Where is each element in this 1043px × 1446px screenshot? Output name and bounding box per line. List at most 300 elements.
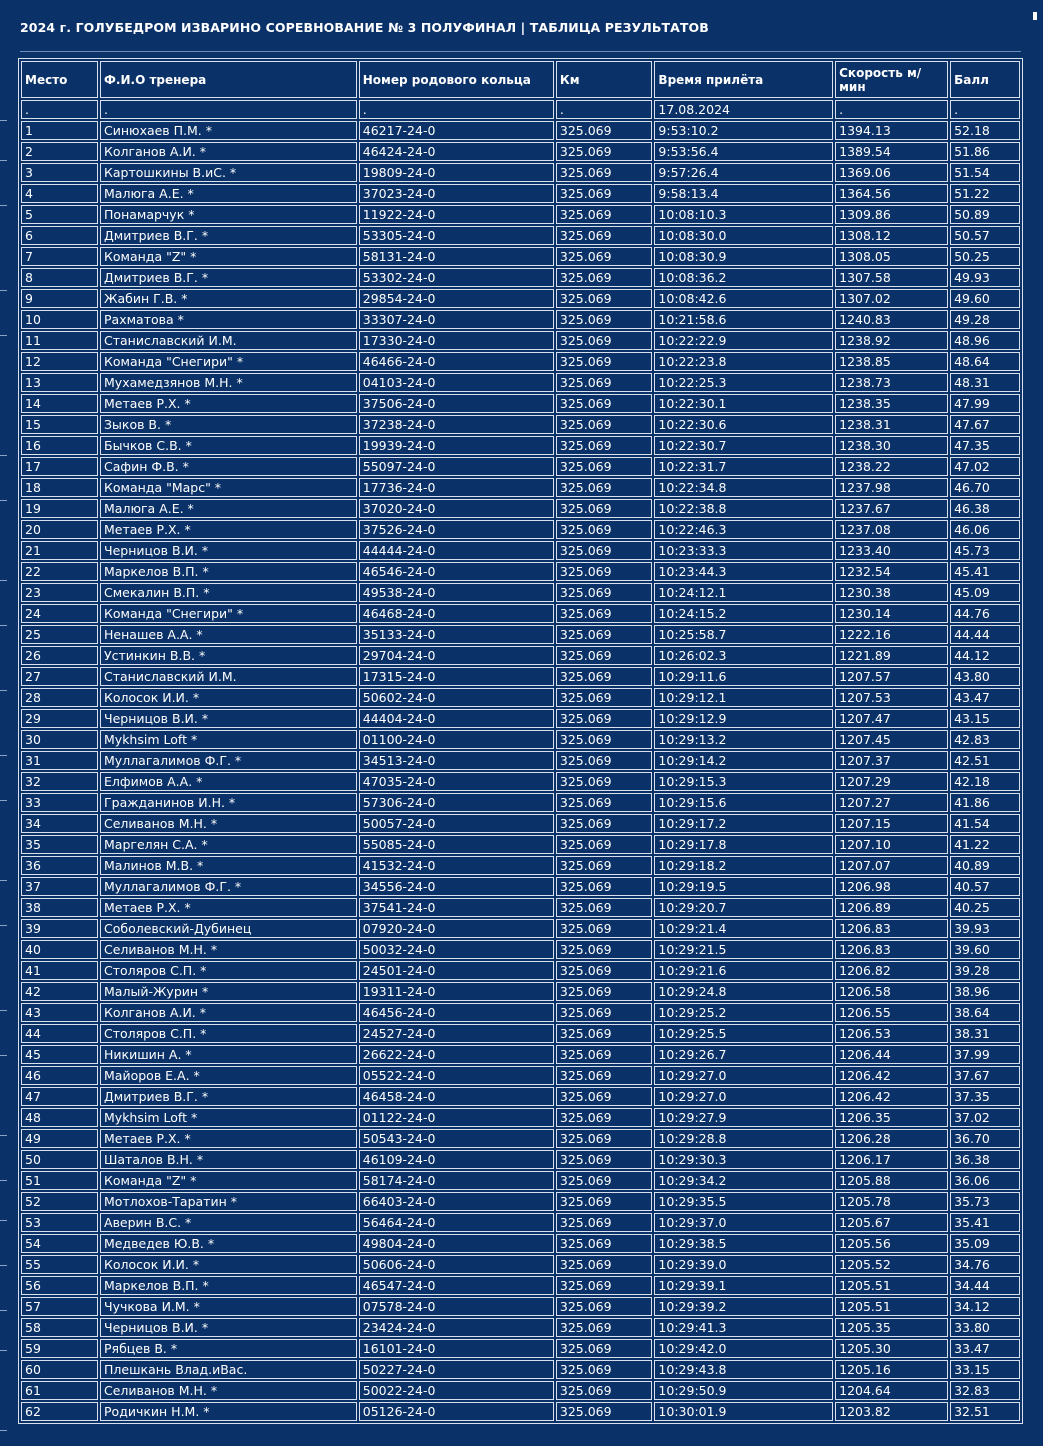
cell-ring: 01100-24-0 [359, 730, 554, 749]
table-row [21, 352, 1020, 371]
cell-ring: 16101-24-0 [359, 1339, 554, 1358]
cell-trainer: Станиславский И.М. [100, 331, 357, 350]
cell-time: 10:30:01.9 [654, 1402, 833, 1421]
cell-trainer: Команда "Снегири" * [100, 352, 357, 371]
cell-ring: 50227-24-0 [359, 1360, 554, 1379]
cell-time: 10:29:27.0 [654, 1066, 833, 1085]
cell-km: 325.069 [556, 898, 653, 917]
cell-trainer: Mykhsim Loft * [100, 730, 357, 749]
cell-place: 52 [21, 1192, 98, 1211]
table-row [21, 457, 1020, 476]
cell-score: 48.64 [950, 352, 1020, 371]
cell-ring: 23424-24-0 [359, 1318, 554, 1337]
cell-speed: 1222.16 [835, 625, 948, 644]
table-row [21, 373, 1020, 392]
cell-score: 32.51 [950, 1402, 1020, 1421]
cell-km: 325.069 [556, 1003, 653, 1022]
table-row [21, 730, 1020, 749]
cell-time: 9:53:56.4 [654, 142, 833, 161]
table-row [21, 1150, 1020, 1169]
scroll-indicator-icon [1033, 12, 1037, 20]
cell-place: 27 [21, 667, 98, 686]
results-table [18, 58, 1023, 1424]
cell-trainer: Маргелян С.А. * [100, 835, 357, 854]
table-row [21, 289, 1020, 308]
cell-place: 30 [21, 730, 98, 749]
cell-place: 44 [21, 1024, 98, 1043]
cell-ring: 26622-24-0 [359, 1045, 554, 1064]
cell-speed: 1394.13 [835, 121, 948, 140]
results-table-container [18, 58, 1023, 1424]
cell-ring: 49538-24-0 [359, 583, 554, 602]
left-edge-markers [0, 0, 7, 1446]
cell-time: 10:29:39.1 [654, 1276, 833, 1295]
cell-trainer: Аверин В.С. * [100, 1213, 357, 1232]
cell-score: 35.41 [950, 1213, 1020, 1232]
cell-trainer: Чучкова И.М. * [100, 1297, 357, 1316]
cell-score: 42.83 [950, 730, 1020, 749]
cell-place: 16 [21, 436, 98, 455]
cell-ring: 46466-24-0 [359, 352, 554, 371]
table-row [21, 1297, 1020, 1316]
cell-score: 42.18 [950, 772, 1020, 791]
cell-speed: 1238.30 [835, 436, 948, 455]
cell-speed: 1206.83 [835, 940, 948, 959]
header-speed: Скорость м/мин [835, 61, 948, 98]
cell-score: 34.44 [950, 1276, 1020, 1295]
cell-time: 10:29:21.5 [654, 940, 833, 959]
cell-km: 325.069 [556, 646, 653, 665]
cell-ring: 37020-24-0 [359, 499, 554, 518]
table-row [21, 184, 1020, 203]
cell-trainer: Рябцев В. * [100, 1339, 357, 1358]
cell-ring: 46456-24-0 [359, 1003, 554, 1022]
cell-trainer: Столяров С.П. * [100, 1024, 357, 1043]
cell-place: 20 [21, 520, 98, 539]
table-row [21, 1003, 1020, 1022]
cell-speed: 1232.54 [835, 562, 948, 581]
cell-score: 34.12 [950, 1297, 1020, 1316]
cell-ring: 55085-24-0 [359, 835, 554, 854]
table-row [21, 751, 1020, 770]
cell-score: 51.54 [950, 163, 1020, 182]
cell-trainer: Метаев Р.Х. * [100, 394, 357, 413]
cell-km: 325.069 [556, 1171, 653, 1190]
cell-ring: 66403-24-0 [359, 1192, 554, 1211]
cell-km: 325.069 [556, 877, 653, 896]
cell-time: 10:08:42.6 [654, 289, 833, 308]
cell-trainer: Команда "Z" * [100, 247, 357, 266]
table-row [21, 1255, 1020, 1274]
cell-ring: 11922-24-0 [359, 205, 554, 224]
cell-score: 46.38 [950, 499, 1020, 518]
table-row [21, 793, 1020, 812]
cell-trainer: Смекалин В.П. * [100, 583, 357, 602]
header-place: Место [21, 61, 98, 98]
cell-time: 10:29:50.9 [654, 1381, 833, 1400]
cell-trainer: Плешкань Влад.иВас. [100, 1360, 357, 1379]
cell-time: 10:08:10.3 [654, 205, 833, 224]
cell-speed: 1238.85 [835, 352, 948, 371]
table-row [21, 1066, 1020, 1085]
cell-ring: 44444-24-0 [359, 541, 554, 560]
cell-place: 1 [21, 121, 98, 140]
cell-trainer: Ненашев А.А. * [100, 625, 357, 644]
cell-trainer: Картошкины В.иС. * [100, 163, 357, 182]
cell-score: 41.86 [950, 793, 1020, 812]
cell-speed: 1205.67 [835, 1213, 948, 1232]
date-row-cell: . [950, 100, 1020, 119]
cell-time: 9:53:10.2 [654, 121, 833, 140]
cell-time: 10:29:13.2 [654, 730, 833, 749]
cell-place: 24 [21, 604, 98, 623]
cell-place: 3 [21, 163, 98, 182]
table-row [21, 877, 1020, 896]
cell-km: 325.069 [556, 1087, 653, 1106]
cell-km: 325.069 [556, 667, 653, 686]
cell-place: 47 [21, 1087, 98, 1106]
table-row [21, 205, 1020, 224]
cell-ring: 53302-24-0 [359, 268, 554, 287]
cell-km: 325.069 [556, 1339, 653, 1358]
cell-trainer: Малюга А.Е. * [100, 499, 357, 518]
cell-score: 33.47 [950, 1339, 1020, 1358]
cell-score: 48.96 [950, 331, 1020, 350]
cell-ring: 17736-24-0 [359, 478, 554, 497]
cell-place: 25 [21, 625, 98, 644]
cell-time: 10:29:35.5 [654, 1192, 833, 1211]
cell-ring: 29854-24-0 [359, 289, 554, 308]
cell-place: 57 [21, 1297, 98, 1316]
cell-time: 10:22:22.9 [654, 331, 833, 350]
cell-time: 10:23:33.3 [654, 541, 833, 560]
cell-km: 325.069 [556, 1213, 653, 1232]
cell-km: 325.069 [556, 310, 653, 329]
cell-speed: 1204.64 [835, 1381, 948, 1400]
cell-ring: 50606-24-0 [359, 1255, 554, 1274]
cell-place: 23 [21, 583, 98, 602]
cell-km: 325.069 [556, 373, 653, 392]
cell-speed: 1237.98 [835, 478, 948, 497]
cell-place: 14 [21, 394, 98, 413]
cell-km: 325.069 [556, 541, 653, 560]
cell-place: 4 [21, 184, 98, 203]
cell-trainer: Родичкин Н.М. * [100, 1402, 357, 1421]
date-row [21, 100, 1020, 119]
cell-place: 19 [21, 499, 98, 518]
table-row [21, 1171, 1020, 1190]
table-row [21, 142, 1020, 161]
cell-km: 325.069 [556, 1045, 653, 1064]
cell-score: 40.57 [950, 877, 1020, 896]
cell-ring: 44404-24-0 [359, 709, 554, 728]
cell-trainer: Станиславский И.М. [100, 667, 357, 686]
cell-time: 10:24:12.1 [654, 583, 833, 602]
table-row [21, 1129, 1020, 1148]
cell-score: 49.28 [950, 310, 1020, 329]
cell-km: 325.069 [556, 1255, 653, 1274]
cell-time: 10:26:02.3 [654, 646, 833, 665]
cell-trainer: Муллагалимов Ф.Г. * [100, 751, 357, 770]
table-row [21, 646, 1020, 665]
cell-place: 36 [21, 856, 98, 875]
cell-speed: 1307.58 [835, 268, 948, 287]
cell-km: 325.069 [556, 352, 653, 371]
table-row [21, 121, 1020, 140]
cell-ring: 47035-24-0 [359, 772, 554, 791]
cell-ring: 35133-24-0 [359, 625, 554, 644]
cell-place: 34 [21, 814, 98, 833]
table-row [21, 856, 1020, 875]
cell-ring: 46217-24-0 [359, 121, 554, 140]
cell-score: 51.86 [950, 142, 1020, 161]
cell-speed: 1206.83 [835, 919, 948, 938]
cell-score: 50.89 [950, 205, 1020, 224]
cell-km: 325.069 [556, 1402, 653, 1421]
cell-time: 10:29:17.2 [654, 814, 833, 833]
cell-time: 10:29:26.7 [654, 1045, 833, 1064]
cell-speed: 1206.35 [835, 1108, 948, 1127]
cell-km: 325.069 [556, 247, 653, 266]
table-row [21, 1381, 1020, 1400]
cell-score: 43.15 [950, 709, 1020, 728]
cell-ring: 17330-24-0 [359, 331, 554, 350]
cell-ring: 53305-24-0 [359, 226, 554, 245]
cell-speed: 1369.06 [835, 163, 948, 182]
cell-place: 35 [21, 835, 98, 854]
cell-km: 325.069 [556, 1150, 653, 1169]
cell-km: 325.069 [556, 1276, 653, 1295]
cell-place: 53 [21, 1213, 98, 1232]
date-row-cell: . [556, 100, 653, 119]
cell-trainer: Дмитриев В.Г. * [100, 268, 357, 287]
cell-time: 10:08:30.0 [654, 226, 833, 245]
cell-place: 21 [21, 541, 98, 560]
cell-place: 38 [21, 898, 98, 917]
cell-time: 10:22:34.8 [654, 478, 833, 497]
cell-trainer: Команда "Марс" * [100, 478, 357, 497]
cell-trainer: Черницов В.И. * [100, 541, 357, 560]
table-row [21, 247, 1020, 266]
cell-place: 33 [21, 793, 98, 812]
cell-time: 10:22:38.8 [654, 499, 833, 518]
cell-time: 10:23:44.3 [654, 562, 833, 581]
table-row [21, 961, 1020, 980]
cell-score: 39.60 [950, 940, 1020, 959]
cell-score: 52.18 [950, 121, 1020, 140]
cell-km: 325.069 [556, 772, 653, 791]
table-row [21, 1108, 1020, 1127]
cell-ring: 37541-24-0 [359, 898, 554, 917]
cell-time: 10:22:30.6 [654, 415, 833, 434]
cell-ring: 19311-24-0 [359, 982, 554, 1001]
cell-ring: 05522-24-0 [359, 1066, 554, 1085]
cell-speed: 1206.42 [835, 1066, 948, 1085]
cell-time: 10:29:11.6 [654, 667, 833, 686]
cell-ring: 46468-24-0 [359, 604, 554, 623]
table-row [21, 226, 1020, 245]
cell-ring: 57306-24-0 [359, 793, 554, 812]
cell-place: 7 [21, 247, 98, 266]
table-row [21, 436, 1020, 455]
cell-km: 325.069 [556, 814, 653, 833]
cell-place: 42 [21, 982, 98, 1001]
cell-ring: 50543-24-0 [359, 1129, 554, 1148]
cell-score: 36.06 [950, 1171, 1020, 1190]
cell-trainer: Колосок И.И. * [100, 688, 357, 707]
cell-speed: 1205.56 [835, 1234, 948, 1253]
cell-score: 51.22 [950, 184, 1020, 203]
cell-trainer: Устинкин В.В. * [100, 646, 357, 665]
cell-speed: 1308.12 [835, 226, 948, 245]
table-row [21, 1360, 1020, 1379]
cell-km: 325.069 [556, 835, 653, 854]
cell-speed: 1207.53 [835, 688, 948, 707]
cell-ring: 56464-24-0 [359, 1213, 554, 1232]
cell-ring: 58131-24-0 [359, 247, 554, 266]
cell-trainer: Колганов А.И. * [100, 1003, 357, 1022]
cell-score: 48.31 [950, 373, 1020, 392]
cell-score: 33.80 [950, 1318, 1020, 1337]
cell-trainer: Гражданинов И.Н. * [100, 793, 357, 812]
cell-time: 10:29:39.2 [654, 1297, 833, 1316]
cell-time: 10:29:19.5 [654, 877, 833, 896]
cell-time: 9:58:13.4 [654, 184, 833, 203]
cell-place: 39 [21, 919, 98, 938]
table-row [21, 268, 1020, 287]
cell-score: 40.25 [950, 898, 1020, 917]
cell-km: 325.069 [556, 982, 653, 1001]
cell-time: 10:29:14.2 [654, 751, 833, 770]
cell-place: 15 [21, 415, 98, 434]
cell-km: 325.069 [556, 478, 653, 497]
date-row-date: 17.08.2024 [654, 100, 833, 119]
cell-km: 325.069 [556, 520, 653, 539]
cell-time: 10:29:28.8 [654, 1129, 833, 1148]
cell-score: 43.47 [950, 688, 1020, 707]
cell-score: 46.06 [950, 520, 1020, 539]
cell-trainer: Селиванов М.Н. * [100, 940, 357, 959]
cell-ring: 41532-24-0 [359, 856, 554, 875]
table-row [21, 562, 1020, 581]
cell-speed: 1205.16 [835, 1360, 948, 1379]
cell-score: 37.67 [950, 1066, 1020, 1085]
cell-ring: 46109-24-0 [359, 1150, 554, 1169]
cell-ring: 07578-24-0 [359, 1297, 554, 1316]
cell-ring: 55097-24-0 [359, 457, 554, 476]
cell-speed: 1238.92 [835, 331, 948, 350]
cell-ring: 24527-24-0 [359, 1024, 554, 1043]
cell-speed: 1207.29 [835, 772, 948, 791]
cell-ring: 17315-24-0 [359, 667, 554, 686]
table-row [21, 1402, 1020, 1421]
cell-score: 35.09 [950, 1234, 1020, 1253]
cell-place: 17 [21, 457, 98, 476]
cell-km: 325.069 [556, 1108, 653, 1127]
cell-km: 325.069 [556, 1381, 653, 1400]
cell-place: 8 [21, 268, 98, 287]
cell-km: 325.069 [556, 184, 653, 203]
cell-place: 41 [21, 961, 98, 980]
cell-place: 59 [21, 1339, 98, 1358]
cell-place: 22 [21, 562, 98, 581]
cell-place: 62 [21, 1402, 98, 1421]
cell-trainer: Шаталов В.Н. * [100, 1150, 357, 1169]
cell-trainer: Рахматова * [100, 310, 357, 329]
cell-ring: 50057-24-0 [359, 814, 554, 833]
cell-score: 37.02 [950, 1108, 1020, 1127]
date-row-cell: . [359, 100, 554, 119]
date-row-cell: . [100, 100, 357, 119]
cell-time: 10:25:58.7 [654, 625, 833, 644]
cell-trainer: Колосок И.И. * [100, 1255, 357, 1274]
cell-trainer: Муллагалимов Ф.Г. * [100, 877, 357, 896]
table-row [21, 1087, 1020, 1106]
cell-ring: 24501-24-0 [359, 961, 554, 980]
cell-place: 9 [21, 289, 98, 308]
cell-km: 325.069 [556, 289, 653, 308]
cell-time: 10:22:30.7 [654, 436, 833, 455]
header-arrival-time: Время прилёта [654, 61, 833, 98]
cell-speed: 1240.83 [835, 310, 948, 329]
date-row-cell: . [835, 100, 948, 119]
cell-trainer: Маркелов В.П. * [100, 562, 357, 581]
table-row [21, 310, 1020, 329]
table-row [21, 478, 1020, 497]
cell-ring: 33307-24-0 [359, 310, 554, 329]
cell-ring: 34556-24-0 [359, 877, 554, 896]
cell-ring: 46424-24-0 [359, 142, 554, 161]
cell-speed: 1238.31 [835, 415, 948, 434]
cell-trainer: Синюхаев П.М. * [100, 121, 357, 140]
cell-km: 325.069 [556, 1234, 653, 1253]
cell-time: 10:29:15.6 [654, 793, 833, 812]
cell-place: 28 [21, 688, 98, 707]
cell-score: 50.57 [950, 226, 1020, 245]
cell-km: 325.069 [556, 625, 653, 644]
cell-score: 47.67 [950, 415, 1020, 434]
cell-speed: 1206.58 [835, 982, 948, 1001]
cell-ring: 37526-24-0 [359, 520, 554, 539]
cell-km: 325.069 [556, 121, 653, 140]
cell-speed: 1233.40 [835, 541, 948, 560]
cell-trainer: Жабин Г.В. * [100, 289, 357, 308]
cell-km: 325.069 [556, 415, 653, 434]
cell-speed: 1205.52 [835, 1255, 948, 1274]
cell-speed: 1206.98 [835, 877, 948, 896]
cell-time: 10:29:38.5 [654, 1234, 833, 1253]
table-row [21, 1339, 1020, 1358]
cell-trainer: Селиванов М.Н. * [100, 814, 357, 833]
cell-score: 33.15 [950, 1360, 1020, 1379]
cell-place: 48 [21, 1108, 98, 1127]
cell-trainer: Дмитриев В.Г. * [100, 1087, 357, 1106]
cell-ring: 46546-24-0 [359, 562, 554, 581]
cell-trainer: Медведев Ю.В. * [100, 1234, 357, 1253]
cell-score: 37.99 [950, 1045, 1020, 1064]
cell-speed: 1237.08 [835, 520, 948, 539]
cell-ring: 37506-24-0 [359, 394, 554, 413]
cell-ring: 04103-24-0 [359, 373, 554, 392]
cell-km: 325.069 [556, 583, 653, 602]
header-ring-number: Номер родового кольца [359, 61, 554, 98]
cell-trainer: Малинов М.В. * [100, 856, 357, 875]
cell-time: 10:29:25.5 [654, 1024, 833, 1043]
cell-km: 325.069 [556, 1297, 653, 1316]
cell-speed: 1230.14 [835, 604, 948, 623]
cell-place: 6 [21, 226, 98, 245]
table-row [21, 919, 1020, 938]
